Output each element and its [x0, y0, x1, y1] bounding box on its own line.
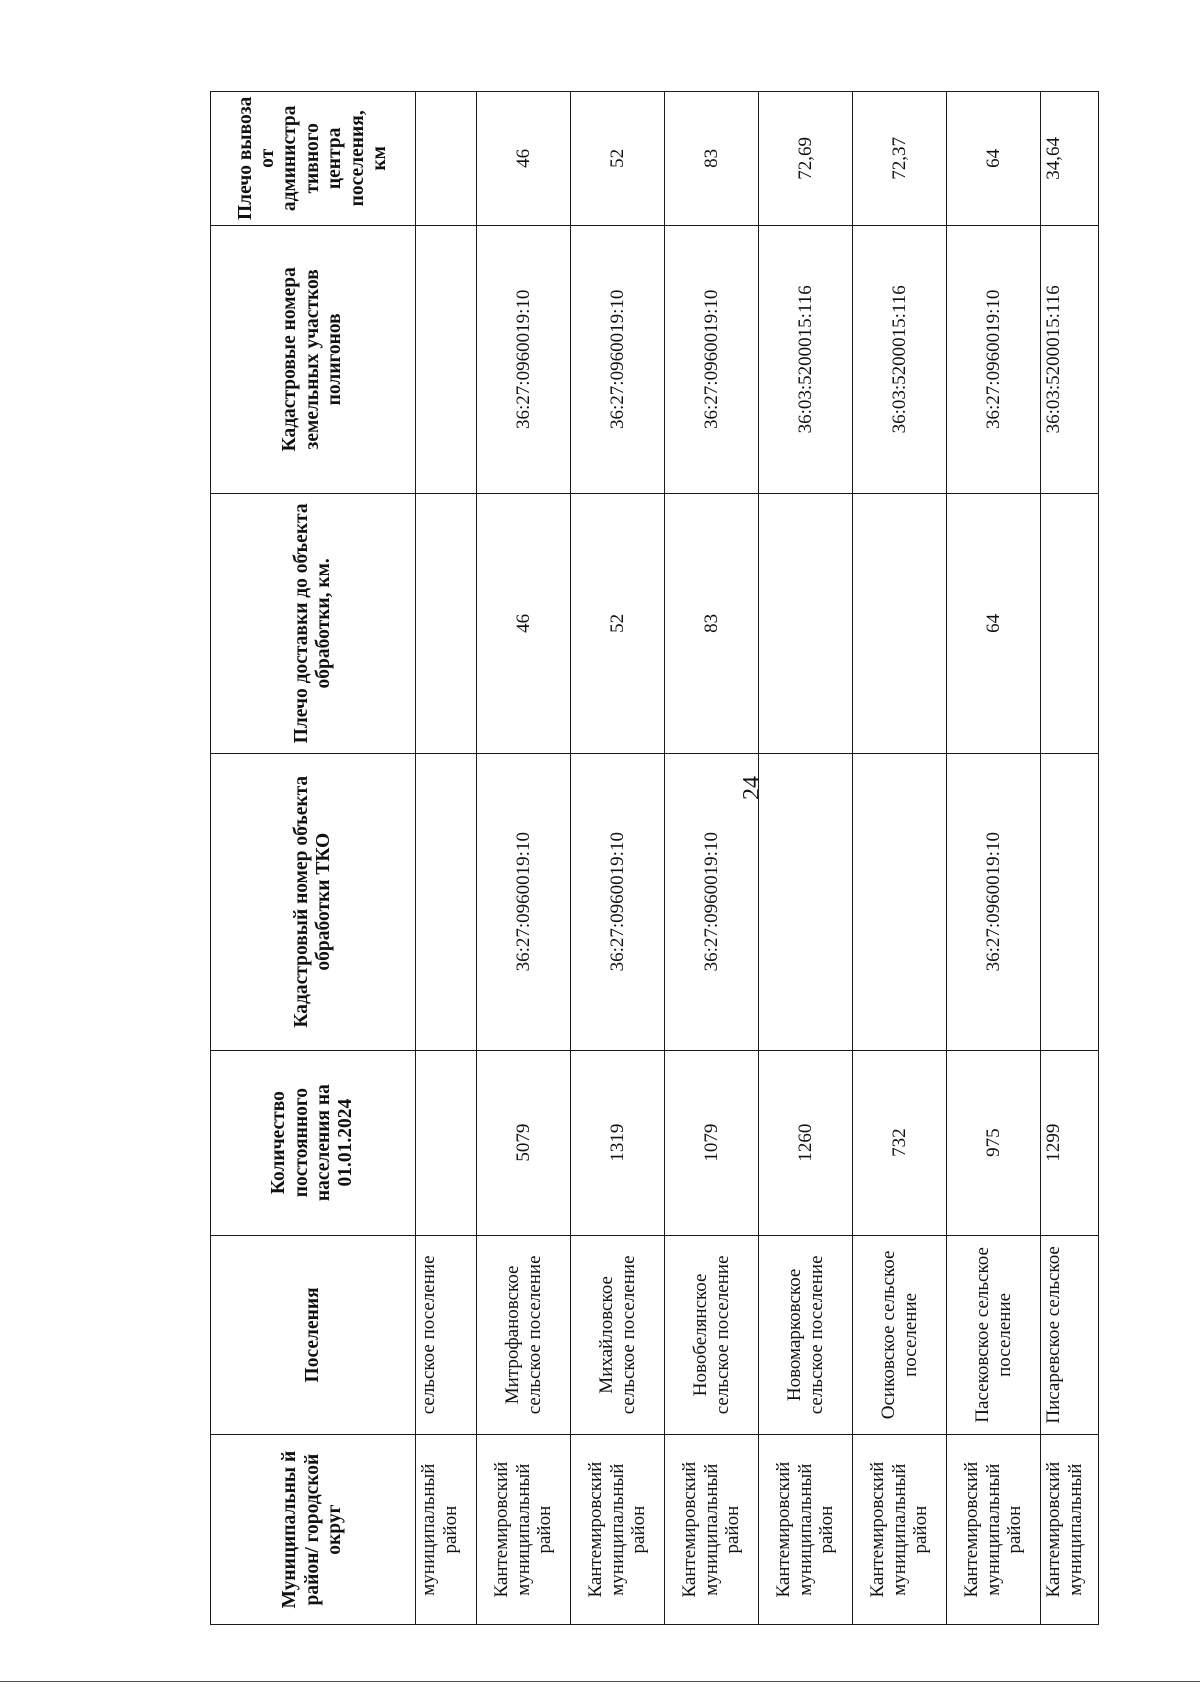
cell-cadastral-landfills — [416, 225, 477, 493]
cell-delivery-distance — [1041, 494, 1099, 754]
cell-export-distance: 46 — [477, 92, 571, 226]
cell-population: 1319 — [571, 1050, 665, 1235]
cell-cadastral-processing — [853, 753, 947, 1050]
cell-district: Кантемировский муниципальный район — [477, 1435, 571, 1625]
table-row — [1041, 92, 1099, 1625]
cell-delivery-distance: 52 — [571, 494, 665, 754]
cell-cadastral-processing — [1041, 753, 1099, 1050]
cell-export-distance: 83 — [665, 92, 759, 226]
cell-cadastral-processing: 36:27:0960019:10 — [477, 753, 571, 1050]
table-row — [477, 92, 571, 1625]
cell-cadastral-processing: 36:27:0960019:10 — [665, 753, 759, 1050]
table-container — [210, 91, 1138, 1625]
cell-export-distance: 34,64 — [1041, 92, 1099, 226]
header-population: Количество постоянного населения на 01.01.2024 — [211, 1050, 416, 1235]
cell-population: 1079 — [665, 1050, 759, 1235]
header-cadastral-landfills: Кадастровые номера земельных участков полигонов — [211, 225, 416, 493]
cell-population: 732 — [853, 1050, 947, 1235]
header-delivery-distance: Плечо доставки до объекта обработки, км. — [211, 494, 416, 754]
cell-cadastral-processing: 36:27:0960019:10 — [571, 753, 665, 1050]
table-row — [853, 92, 947, 1625]
table-row — [759, 92, 853, 1625]
table-row — [665, 92, 759, 1625]
cell-delivery-distance: 83 — [665, 494, 759, 754]
cell-settlement: Новомарковское сельское поселение — [759, 1235, 853, 1435]
cell-delivery-distance — [416, 494, 477, 754]
cell-cadastral-processing: 36:27:0960019:10 — [947, 753, 1041, 1050]
table-header-row — [211, 92, 416, 1625]
cell-delivery-distance — [759, 494, 853, 754]
cell-cadastral-landfills: 36:27:0960019:10 — [571, 225, 665, 493]
cell-delivery-distance: 46 — [477, 494, 571, 754]
cell-cadastral-landfills: 36:27:0960019:10 — [477, 225, 571, 493]
cell-population: 1260 — [759, 1050, 853, 1235]
cell-cadastral-processing — [416, 753, 477, 1050]
cell-cadastral-landfills: 36:27:0960019:10 — [947, 225, 1041, 493]
header-export-distance: Плечо вывоза от администра тивного центра поселения, км — [211, 92, 416, 226]
scan-bottom-edge — [0, 1681, 1200, 1682]
cell-population: 1299 — [1041, 1050, 1099, 1235]
cell-population: 975 — [947, 1050, 1041, 1235]
cell-population — [416, 1050, 477, 1235]
cell-population: 5079 — [477, 1050, 571, 1235]
cell-settlement: Михайловское сельское поселение — [571, 1235, 665, 1435]
cell-district: Кантемировский муниципальный — [1041, 1435, 1099, 1625]
cell-settlement: Осиковское сельское поселение — [853, 1235, 947, 1435]
rotated-table-frame — [210, 91, 1138, 1625]
cell-export-distance: 72,37 — [853, 92, 947, 226]
table-row — [571, 92, 665, 1625]
cell-district: муниципальный район — [416, 1435, 477, 1625]
page-number: 24 — [739, 776, 765, 800]
cell-settlement: сельское поселение — [416, 1235, 477, 1435]
cell-cadastral-landfills: 36:27:0960019:10 — [665, 225, 759, 493]
cell-cadastral-processing — [759, 753, 853, 1050]
cell-export-distance: 64 — [947, 92, 1041, 226]
header-settlements: Поселения — [211, 1235, 416, 1435]
cell-delivery-distance — [853, 494, 947, 754]
cell-cadastral-landfills: 36:03:5200015:116 — [759, 225, 853, 493]
cell-cadastral-landfills: 36:03:5200015:116 — [853, 225, 947, 493]
cell-cadastral-landfills: 36:03:5200015:116 — [1041, 225, 1099, 493]
cell-settlement: Новобелянское сельское поселение — [665, 1235, 759, 1435]
header-district: Муниципальны й район/ городской округ — [211, 1435, 416, 1625]
cell-district: Кантемировский муниципальный район — [571, 1435, 665, 1625]
cell-export-distance: 52 — [571, 92, 665, 226]
cell-district: Кантемировский муниципальный район — [853, 1435, 947, 1625]
header-cadastral-processing: Кадастровый номер объекта обработки ТКО — [211, 753, 416, 1050]
cell-export-distance: 72,69 — [759, 92, 853, 226]
cell-district: Кантемировский муниципальный район — [947, 1435, 1041, 1625]
settlements-table — [210, 91, 1099, 1625]
cell-settlement: Писаревское сельское — [1041, 1235, 1099, 1435]
cell-settlement: Митрофановское сельское поселение — [477, 1235, 571, 1435]
cell-settlement: Пасековское сельское поселение — [947, 1235, 1041, 1435]
table-row — [947, 92, 1041, 1625]
cell-export-distance — [416, 92, 477, 226]
table-row — [416, 92, 477, 1625]
cell-delivery-distance: 64 — [947, 494, 1041, 754]
cell-district: Кантемировский муниципальный район — [759, 1435, 853, 1625]
cell-district: Кантемировский муниципальный район — [665, 1435, 759, 1625]
